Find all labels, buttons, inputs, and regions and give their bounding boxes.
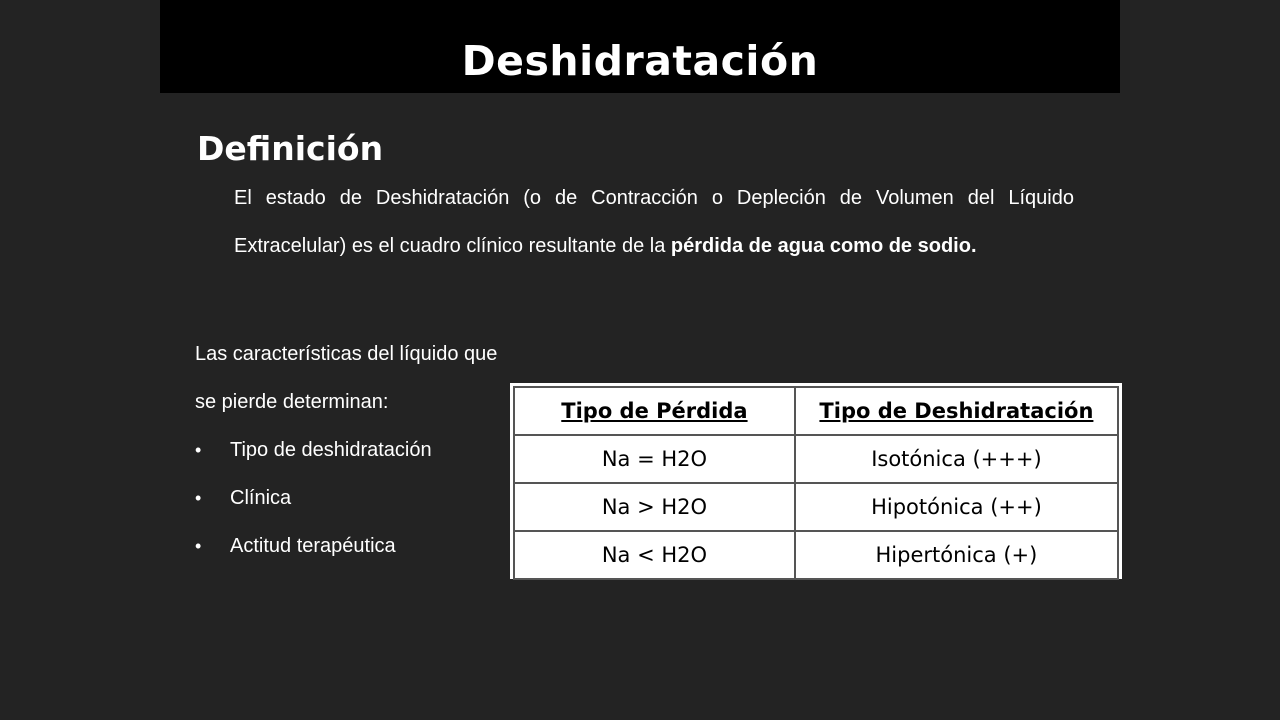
table-cell: Hipotónica (++) xyxy=(795,483,1118,531)
definition-paragraph xyxy=(234,174,1074,270)
bullet-list xyxy=(195,426,432,570)
definition-text: El estado de Deshidratación (o de Contracción o Depleción de Volumen del Líquido Extracelular) es el cuadro clínico resultante de la xyxy=(234,187,1074,257)
table-cell: Isotónica (+++) xyxy=(795,435,1118,483)
table-cell: Na < H2O xyxy=(514,531,795,579)
title-bar xyxy=(160,0,1120,93)
header-cell-loss-type: Tipo de Pérdida xyxy=(514,387,795,435)
intro-line-2: se pierde determinan: xyxy=(195,391,389,413)
bullet-label: Actitud terapéutica xyxy=(230,535,396,557)
bullet-label: Clínica xyxy=(230,487,292,509)
bullet-icon: • xyxy=(195,536,202,556)
table-cell: Na = H2O xyxy=(514,435,795,483)
section-heading: Definición xyxy=(197,129,384,168)
list-item xyxy=(195,522,432,570)
list-item xyxy=(195,474,432,522)
table-cell: Na > H2O xyxy=(514,483,795,531)
slide-title: Deshidratación xyxy=(461,37,819,85)
bullet-icon: • xyxy=(195,440,202,460)
table-cell: Hipertónica (+) xyxy=(795,531,1118,579)
table-row xyxy=(514,483,1118,531)
definition-emphasis: pérdida de agua como de sodio. xyxy=(670,235,977,257)
table-row xyxy=(514,531,1118,579)
list-item xyxy=(195,426,432,474)
table-header-row xyxy=(514,387,1118,435)
header-cell-dehydration-type: Tipo de Deshidratación xyxy=(795,387,1118,435)
bullet-icon: • xyxy=(195,488,202,508)
dehydration-table xyxy=(513,386,1119,580)
bullet-label: Tipo de deshidratación xyxy=(230,439,432,461)
table-row xyxy=(514,435,1118,483)
dehydration-table-image xyxy=(510,383,1122,579)
intro-line-1: Las características del líquido que xyxy=(195,343,498,365)
